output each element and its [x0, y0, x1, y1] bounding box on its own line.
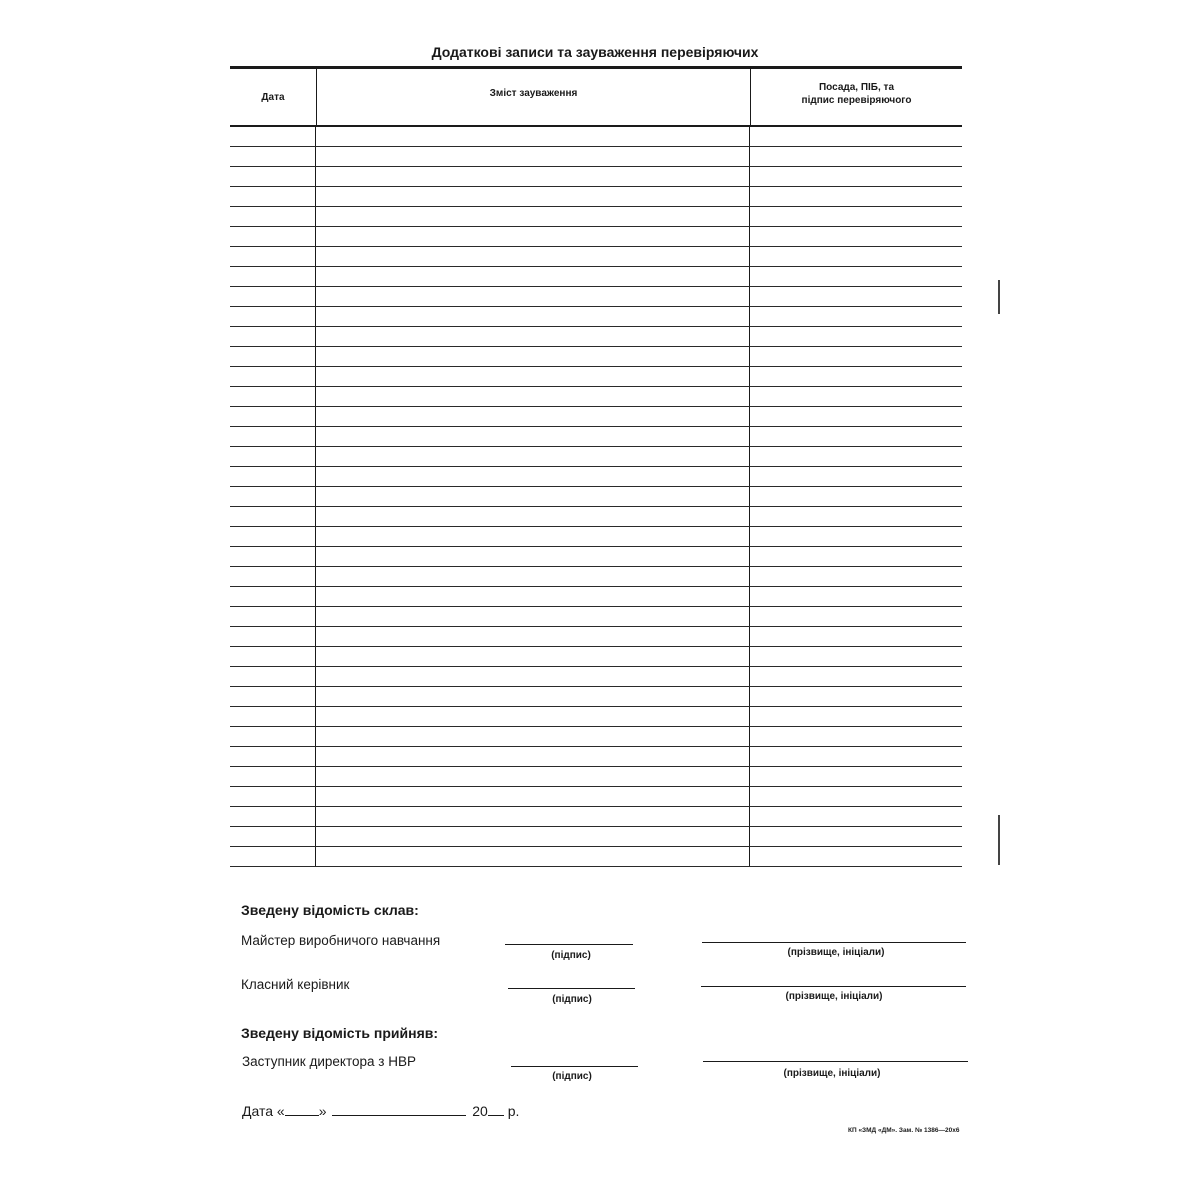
table-row: [230, 667, 962, 687]
row-date-cell[interactable]: [230, 407, 316, 426]
signature-caption-deputy: (підпис): [552, 1071, 592, 1082]
table-row: [230, 387, 962, 407]
row-position-cell[interactable]: [750, 367, 962, 386]
row-content-cell[interactable]: [316, 127, 750, 146]
name-line-master[interactable]: [702, 942, 966, 943]
row-position-cell[interactable]: [750, 747, 962, 766]
row-position-cell[interactable]: [750, 387, 962, 406]
row-position-cell[interactable]: [750, 787, 962, 806]
day-blank[interactable]: [285, 1115, 319, 1116]
row-position-cell[interactable]: [750, 127, 962, 146]
row-date-cell[interactable]: [230, 507, 316, 526]
row-date-cell[interactable]: [230, 587, 316, 606]
table-row: [230, 247, 962, 267]
header-content: Зміст зауваження: [317, 69, 751, 125]
table-row: [230, 707, 962, 727]
signer-role-class-teacher: Класний керівник: [241, 977, 350, 992]
row-position-cell[interactable]: [750, 147, 962, 166]
table-row: [230, 827, 962, 847]
header-position-line2: підпис перевіряючого: [801, 95, 912, 106]
table-row: [230, 287, 962, 307]
remarks-table: [230, 66, 962, 867]
row-content-cell[interactable]: [316, 667, 750, 686]
row-content-cell[interactable]: [316, 627, 750, 646]
month-blank[interactable]: [332, 1115, 466, 1116]
row-content-cell[interactable]: [316, 727, 750, 746]
row-position-cell[interactable]: [750, 507, 962, 526]
row-date-cell[interactable]: [230, 207, 316, 226]
table-row: [230, 347, 962, 367]
table-row: [230, 367, 962, 387]
row-date-cell[interactable]: [230, 227, 316, 246]
row-content-cell[interactable]: [316, 327, 750, 346]
row-position-cell[interactable]: [750, 587, 962, 606]
row-content-cell[interactable]: [316, 707, 750, 726]
table-row: [230, 747, 962, 767]
row-date-cell[interactable]: [230, 607, 316, 626]
row-content-cell[interactable]: [316, 567, 750, 586]
row-date-cell[interactable]: [230, 787, 316, 806]
date-prefix: Дата «: [242, 1103, 285, 1119]
table-row: [230, 467, 962, 487]
table-row: [230, 427, 962, 447]
row-position-cell[interactable]: [750, 767, 962, 786]
table-row: [230, 327, 962, 347]
row-content-cell[interactable]: [316, 467, 750, 486]
name-caption-master: (прізвище, ініціали): [787, 947, 885, 958]
table-row: [230, 187, 962, 207]
row-date-cell[interactable]: [230, 127, 316, 146]
table-row: [230, 147, 962, 167]
table-header: [230, 69, 962, 127]
table-row: [230, 167, 962, 187]
table-row: [230, 627, 962, 647]
row-date-cell[interactable]: [230, 307, 316, 326]
row-date-cell[interactable]: [230, 647, 316, 666]
row-content-cell[interactable]: [316, 767, 750, 786]
row-position-cell[interactable]: [750, 187, 962, 206]
name-line-deputy[interactable]: [703, 1061, 968, 1062]
row-content-cell[interactable]: [316, 167, 750, 186]
row-content-cell[interactable]: [316, 347, 750, 366]
date-row: [242, 1103, 519, 1119]
row-date-cell[interactable]: [230, 447, 316, 466]
name-caption-class-teacher: (прізвище, ініціали): [785, 991, 883, 1002]
row-content-cell[interactable]: [316, 587, 750, 606]
row-content-cell[interactable]: [316, 547, 750, 566]
row-position-cell[interactable]: [750, 327, 962, 346]
row-position-cell[interactable]: [750, 667, 962, 686]
row-date-cell[interactable]: [230, 667, 316, 686]
table-row: [230, 687, 962, 707]
row-position-cell[interactable]: [750, 487, 962, 506]
row-content-cell[interactable]: [316, 827, 750, 846]
row-position-cell[interactable]: [750, 227, 962, 246]
row-date-cell[interactable]: [230, 627, 316, 646]
row-date-cell[interactable]: [230, 327, 316, 346]
table-row: [230, 647, 962, 667]
table-row: [230, 847, 962, 867]
row-date-cell[interactable]: [230, 287, 316, 306]
row-position-cell[interactable]: [750, 267, 962, 286]
row-position-cell[interactable]: [750, 167, 962, 186]
table-row: [230, 547, 962, 567]
table-row: [230, 267, 962, 287]
row-date-cell[interactable]: [230, 727, 316, 746]
signature-line-master[interactable]: [505, 944, 633, 945]
signature-line-class-teacher[interactable]: [508, 988, 635, 989]
table-row: [230, 727, 962, 747]
table-body: [230, 127, 962, 867]
row-position-cell[interactable]: [750, 407, 962, 426]
row-date-cell[interactable]: [230, 367, 316, 386]
row-date-cell[interactable]: [230, 547, 316, 566]
table-row: [230, 207, 962, 227]
row-position-cell[interactable]: [750, 447, 962, 466]
name-line-class-teacher[interactable]: [701, 986, 966, 987]
print-imprint: КП «ЗМД «ДМ». Зам. № 1386—20х6: [848, 1127, 960, 1134]
table-row: [230, 227, 962, 247]
row-content-cell[interactable]: [316, 647, 750, 666]
row-position-cell[interactable]: [750, 547, 962, 566]
row-position-cell[interactable]: [750, 607, 962, 626]
row-date-cell[interactable]: [230, 487, 316, 506]
row-date-cell[interactable]: [230, 707, 316, 726]
row-position-cell[interactable]: [750, 827, 962, 846]
year-prefix: 20: [472, 1103, 488, 1119]
row-content-cell[interactable]: [316, 207, 750, 226]
row-content-cell[interactable]: [316, 267, 750, 286]
row-date-cell[interactable]: [230, 827, 316, 846]
row-content-cell[interactable]: [316, 807, 750, 826]
row-date-cell[interactable]: [230, 387, 316, 406]
row-content-cell[interactable]: [316, 367, 750, 386]
row-date-cell[interactable]: [230, 467, 316, 486]
signer-role-deputy: Заступник директора з НВР: [242, 1054, 416, 1069]
row-position-cell[interactable]: [750, 527, 962, 546]
row-content-cell[interactable]: [316, 527, 750, 546]
row-date-cell[interactable]: [230, 807, 316, 826]
row-date-cell[interactable]: [230, 187, 316, 206]
row-content-cell[interactable]: [316, 247, 750, 266]
table-row: [230, 807, 962, 827]
row-position-cell[interactable]: [750, 307, 962, 326]
row-content-cell[interactable]: [316, 427, 750, 446]
header-position: [751, 69, 962, 125]
row-content-cell[interactable]: [316, 787, 750, 806]
row-position-cell[interactable]: [750, 467, 962, 486]
row-content-cell[interactable]: [316, 307, 750, 326]
signature-caption-class-teacher: (підпис): [552, 994, 592, 1005]
row-content-cell[interactable]: [316, 507, 750, 526]
table-row: [230, 447, 962, 467]
scan-edge-mark-bottom: [998, 815, 1000, 865]
row-content-cell[interactable]: [316, 387, 750, 406]
row-position-cell[interactable]: [750, 247, 962, 266]
table-row: [230, 527, 962, 547]
table-row: [230, 567, 962, 587]
row-date-cell[interactable]: [230, 567, 316, 586]
table-row: [230, 767, 962, 787]
row-date-cell[interactable]: [230, 247, 316, 266]
row-date-cell[interactable]: [230, 767, 316, 786]
row-content-cell[interactable]: [316, 147, 750, 166]
scan-edge-mark-top: [998, 280, 1000, 314]
row-content-cell[interactable]: [316, 407, 750, 426]
row-content-cell[interactable]: [316, 847, 750, 866]
table-row: [230, 587, 962, 607]
row-content-cell[interactable]: [316, 487, 750, 506]
row-date-cell[interactable]: [230, 147, 316, 166]
row-position-cell[interactable]: [750, 687, 962, 706]
table-row: [230, 407, 962, 427]
row-date-cell[interactable]: [230, 427, 316, 446]
table-row: [230, 787, 962, 807]
row-date-cell[interactable]: [230, 527, 316, 546]
row-position-cell[interactable]: [750, 287, 962, 306]
row-date-cell[interactable]: [230, 747, 316, 766]
row-date-cell[interactable]: [230, 847, 316, 866]
year-suffix: р.: [503, 1103, 520, 1119]
row-content-cell[interactable]: [316, 187, 750, 206]
signer-role-master: Майстер виробничого навчання: [241, 933, 441, 948]
row-content-cell[interactable]: [316, 227, 750, 246]
signature-caption-master: (підпис): [551, 950, 591, 961]
row-position-cell[interactable]: [750, 847, 962, 866]
row-content-cell[interactable]: [316, 607, 750, 626]
row-content-cell[interactable]: [316, 287, 750, 306]
row-date-cell[interactable]: [230, 267, 316, 286]
table-row: [230, 307, 962, 327]
page-title: Додаткові записи та зауваження перевіряючих: [431, 44, 759, 60]
table-row: [230, 487, 962, 507]
row-position-cell[interactable]: [750, 207, 962, 226]
compiled-heading: Зведену відомість склав:: [241, 902, 419, 918]
row-position-cell[interactable]: [750, 347, 962, 366]
row-position-cell[interactable]: [750, 807, 962, 826]
header-date: Дата: [230, 69, 317, 125]
row-content-cell[interactable]: [316, 687, 750, 706]
row-position-cell[interactable]: [750, 647, 962, 666]
name-caption-deputy: (прізвище, ініціали): [783, 1068, 881, 1079]
table-row: [230, 607, 962, 627]
row-date-cell[interactable]: [230, 167, 316, 186]
row-date-cell[interactable]: [230, 687, 316, 706]
row-position-cell[interactable]: [750, 727, 962, 746]
row-position-cell[interactable]: [750, 627, 962, 646]
accepted-heading: Зведену відомість прийняв:: [241, 1025, 439, 1041]
row-content-cell[interactable]: [316, 447, 750, 466]
table-row: [230, 127, 962, 147]
year-blank[interactable]: [488, 1115, 504, 1116]
row-content-cell[interactable]: [316, 747, 750, 766]
row-date-cell[interactable]: [230, 347, 316, 366]
row-position-cell[interactable]: [750, 707, 962, 726]
date-quote-close: »: [318, 1103, 327, 1119]
row-position-cell[interactable]: [750, 427, 962, 446]
table-row: [230, 507, 962, 527]
row-position-cell[interactable]: [750, 567, 962, 586]
signature-line-deputy[interactable]: [511, 1066, 638, 1067]
header-position-line1: Посада, ПІБ, та: [818, 82, 895, 93]
